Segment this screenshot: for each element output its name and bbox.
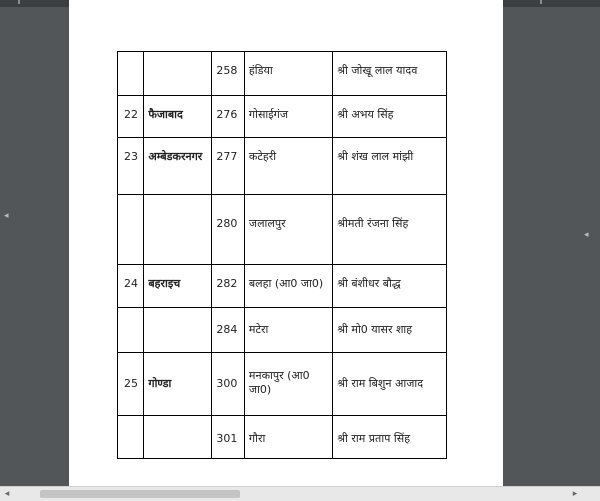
toolbar-tick xyxy=(540,0,542,4)
candidate-cell xyxy=(333,416,447,459)
ac-number-cell xyxy=(212,96,244,138)
right-edge-arrow-icon: ◂ xyxy=(584,230,589,240)
candidate-cell xyxy=(333,138,447,195)
serial-number: 25 xyxy=(124,377,138,390)
constituency-name: गोसाईगंज xyxy=(248,108,288,121)
serial-number xyxy=(118,52,143,64)
ac-number-cell xyxy=(212,195,244,265)
ac-number-cell xyxy=(212,265,244,308)
ac-number: 276 xyxy=(216,108,238,121)
constituency-name: मनकापुर (आ0 जा0) xyxy=(248,369,310,396)
district-cell xyxy=(144,416,212,459)
constituency-cell xyxy=(244,353,332,416)
district-name xyxy=(144,416,211,428)
table-row xyxy=(118,195,447,265)
ac-number-cell xyxy=(212,353,244,416)
serial-cell xyxy=(118,416,144,459)
ac-number: 280 xyxy=(216,217,238,230)
scroll-left-icon[interactable]: ◂ xyxy=(4,489,10,499)
table-row xyxy=(118,308,447,353)
district-name: बहराइच xyxy=(148,277,181,290)
candidate-cell xyxy=(333,308,447,353)
ac-number-cell xyxy=(212,138,244,195)
district-name xyxy=(144,195,211,207)
constituency-name: बलहा (आ0 जा0) xyxy=(248,277,324,290)
constituency-cell xyxy=(244,138,332,195)
serial-number xyxy=(118,195,143,207)
constituency-name: गौरा xyxy=(248,432,266,445)
table-row xyxy=(118,265,447,308)
serial-number xyxy=(118,416,143,428)
left-edge-arrow-icon: ◂ xyxy=(4,211,9,221)
candidate-cell xyxy=(333,353,447,416)
district-cell xyxy=(144,52,212,96)
constituency-cell xyxy=(244,52,332,96)
district-cell xyxy=(144,353,212,416)
candidate-name: श्री जोखू लाल यादव xyxy=(337,64,418,77)
constituency-name: मटेरा xyxy=(248,323,269,336)
ac-number-cell xyxy=(212,416,244,459)
serial-cell xyxy=(118,96,144,138)
candidate-name: श्री मो0 यासर शाह xyxy=(337,323,413,336)
constituency-cell xyxy=(244,416,332,459)
table-row xyxy=(118,353,447,416)
candidate-name: श्री शंख लाल मांझी xyxy=(337,150,414,163)
district-name: गोण्डा xyxy=(148,377,172,390)
ac-number: 258 xyxy=(216,64,238,77)
district-cell xyxy=(144,308,212,353)
table-row xyxy=(118,52,447,96)
serial-number xyxy=(118,308,143,320)
district-name: फैजाबाद xyxy=(148,108,183,121)
horizontal-scrollbar[interactable] xyxy=(0,486,600,501)
constituency-cell xyxy=(244,265,332,308)
candidate-name: श्रीमती रंजना सिंह xyxy=(337,217,409,230)
constituency-cell xyxy=(244,96,332,138)
constituency-cell xyxy=(244,195,332,265)
district-name xyxy=(144,52,211,64)
serial-cell xyxy=(118,52,144,96)
serial-cell xyxy=(118,265,144,308)
constituency-name: कटेहरी xyxy=(248,150,277,163)
constituency-name: जलालपुर xyxy=(248,217,286,230)
district-cell xyxy=(144,265,212,308)
constituency-table xyxy=(117,51,447,459)
district-name: अम्बेडकरनगर xyxy=(148,150,203,163)
scroll-right-icon[interactable]: ▸ xyxy=(572,489,578,499)
serial-number: 24 xyxy=(124,277,138,290)
serial-number: 23 xyxy=(124,150,138,163)
serial-cell xyxy=(118,138,144,195)
candidate-cell xyxy=(333,265,447,308)
candidate-name: श्री राम प्रताप सिंह xyxy=(337,432,411,445)
ac-number-cell xyxy=(212,52,244,96)
candidate-name: श्री अभय सिंह xyxy=(337,108,394,121)
district-cell xyxy=(144,195,212,265)
candidate-cell xyxy=(333,96,447,138)
candidate-name: श्री राम बिशुन आजाद xyxy=(337,377,424,390)
serial-cell xyxy=(118,195,144,265)
toolbar-tick xyxy=(18,0,20,4)
ac-number: 282 xyxy=(216,277,238,290)
district-name xyxy=(144,308,211,320)
serial-number: 22 xyxy=(124,108,138,121)
candidate-name: श्री बंशीधर बौद्ध xyxy=(337,277,401,290)
table-row xyxy=(118,96,447,138)
serial-cell xyxy=(118,353,144,416)
district-cell xyxy=(144,96,212,138)
scrollbar-thumb[interactable] xyxy=(40,490,240,498)
table-row xyxy=(118,138,447,195)
ac-number-cell xyxy=(212,308,244,353)
ac-number: 301 xyxy=(216,432,238,445)
ac-number: 284 xyxy=(216,323,238,336)
constituency-name: हंडिया xyxy=(248,64,273,77)
candidate-cell xyxy=(333,195,447,265)
district-cell xyxy=(144,138,212,195)
ac-number: 300 xyxy=(216,377,238,390)
table-row xyxy=(118,416,447,459)
constituency-cell xyxy=(244,308,332,353)
candidate-cell xyxy=(333,52,447,96)
serial-cell xyxy=(118,308,144,353)
ac-number: 277 xyxy=(216,150,238,163)
